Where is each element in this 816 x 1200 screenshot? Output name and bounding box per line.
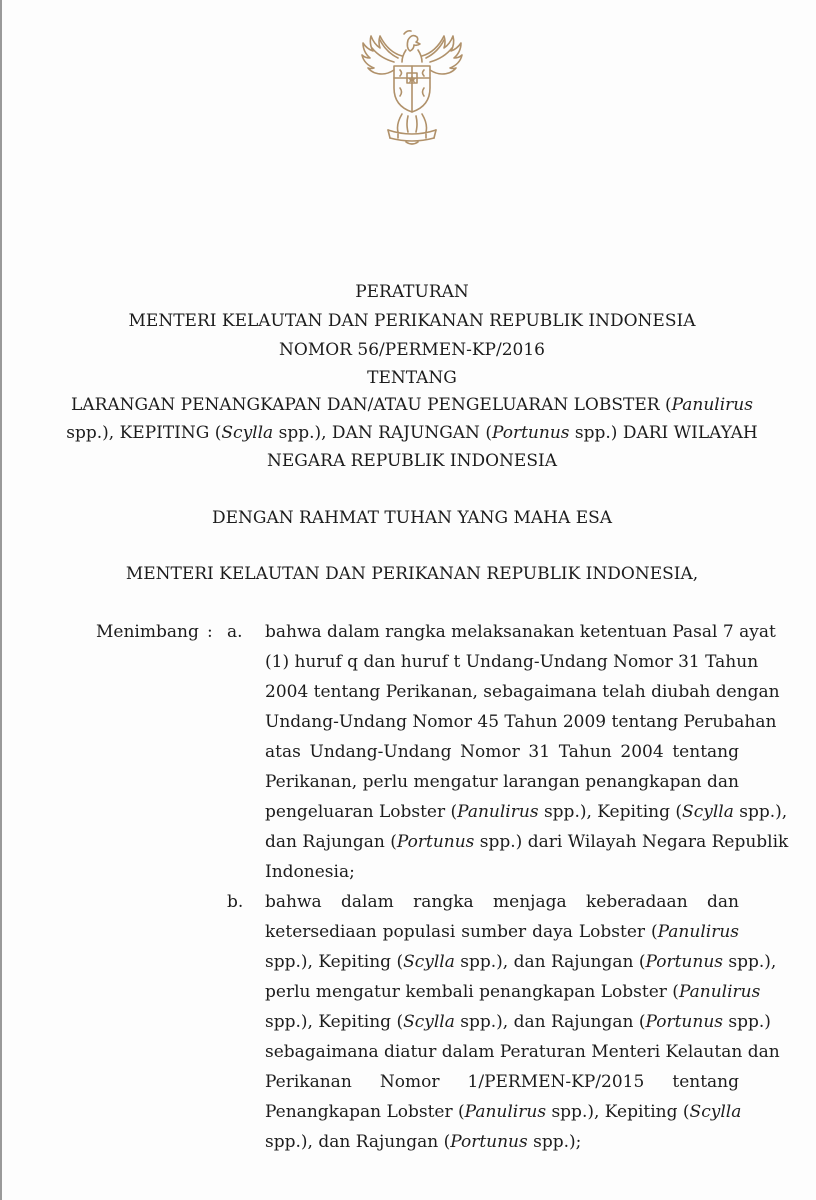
- garuda-emblem-icon: [358, 26, 466, 150]
- item-b-line: Perikanan Nomor 1/PERMEN-KP/2015 tentang: [265, 1072, 739, 1092]
- item-a-line: Undang-Undang Nomor 45 Tahun 2009 tentang Perubahan: [265, 712, 777, 732]
- item-a-line: Perikanan, perlu mengatur larangan penangkapan dan: [265, 772, 739, 792]
- item-a-line: dan Rajungan (Portunus spp.) dari Wilayah Negara Republik: [265, 832, 789, 852]
- item-marker-b: b.: [227, 892, 244, 912]
- item-b-line: sebagaimana diatur dalam Peraturan Menteri Kelautan dan: [265, 1042, 780, 1062]
- item-b-line: ketersediaan populasi sumber daya Lobster (Panulirus: [265, 922, 739, 942]
- regulation-about: TENTANG: [367, 368, 457, 388]
- item-a-line: bahwa dalam rangka melaksanakan ketentuan Pasal 7 ayat: [265, 622, 776, 642]
- item-b-line: Penangkapan Lobster (Panulirus spp.), Kepiting (Scylla: [265, 1102, 742, 1122]
- page-edge: [0, 0, 2, 1200]
- grace-statement: DENGAN RAHMAT TUHAN YANG MAHA ESA: [211, 508, 613, 528]
- regulation-subject-line-3: NEGARA REPUBLIK INDONESIA: [267, 451, 557, 471]
- item-a-line: pengeluaran Lobster (Panulirus spp.), Kepiting (Scylla spp.),: [265, 802, 788, 822]
- item-a-line: 2004 tentang Perikanan, sebagaimana telah diubah dengan: [265, 682, 780, 702]
- regulation-number: NOMOR 56/PERMEN-KP/2016: [279, 340, 545, 360]
- item-marker-a: a.: [227, 622, 243, 642]
- item-a-line: (1) huruf q dan huruf t Undang-Undang Nomor 31 Tahun: [265, 652, 759, 672]
- item-a-line: atas Undang-Undang Nomor 31 Tahun 2004 tentang: [265, 742, 739, 762]
- regulation-type: PERATURAN: [355, 282, 469, 302]
- minister-title: MENTERI KELAUTAN DAN PERIKANAN REPUBLIK INDONESIA,: [125, 564, 699, 584]
- considering-label: Menimbang: [96, 622, 199, 642]
- item-b-line: spp.), Kepiting (Scylla spp.), dan Rajungan (Portunus spp.),: [265, 952, 777, 972]
- item-b-line: spp.), dan Rajungan (Portunus spp.);: [265, 1132, 582, 1152]
- regulation-subject-line-2: spp.), KEPITING (Scylla spp.), DAN RAJUNGAN (Portunus spp.) DARI WILAYAH: [66, 423, 758, 443]
- regulation-subject-line-1: LARANGAN PENANGKAPAN DAN/ATAU PENGELUARAN LOBSTER (Panulirus: [71, 395, 753, 415]
- item-b-line: spp.), Kepiting (Scylla spp.), dan Rajungan (Portunus spp.): [265, 1012, 771, 1032]
- item-a-line: Indonesia;: [265, 862, 355, 882]
- item-b-line: perlu mengatur kembali penangkapan Lobster (Panulirus: [265, 982, 761, 1002]
- issuing-ministry: MENTERI KELAUTAN DAN PERIKANAN REPUBLIK INDONESIA: [128, 311, 696, 331]
- considering-colon: :: [207, 622, 213, 642]
- item-b-line: bahwa dalam rangka menjaga keberadaan dan: [265, 892, 739, 912]
